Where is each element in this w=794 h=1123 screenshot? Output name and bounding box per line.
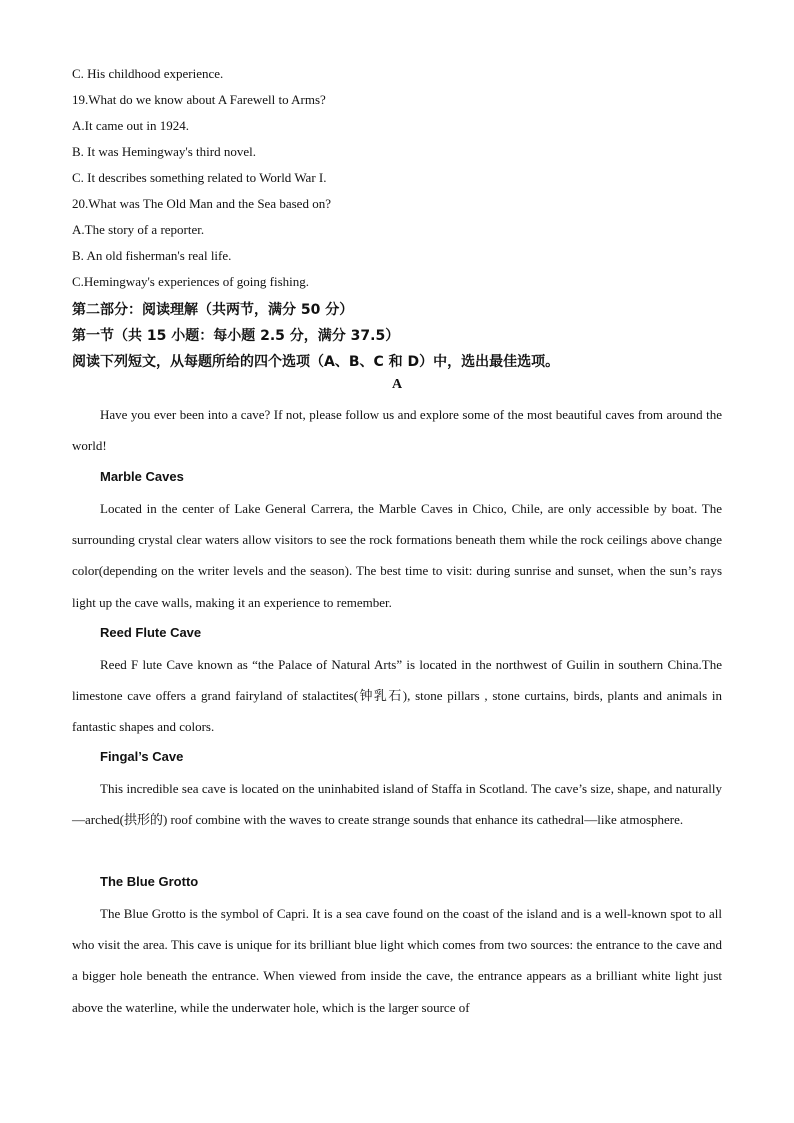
cave-text-marble: Located in the center of Lake General Carrera, the Marble Caves in Chico, Chile, are only accessible by boat. The surrounding crystal clear waters allow visitors to see the rock formations beneath them while the rock ceilings above change color(depending on the writer levels and the season). The best time to visit: during sunrise and sunset, when the sun’s rays light up the cave walls, making it an experience to remember.: [72, 501, 722, 610]
q19-option-b: B. It was Hemingway's third novel.: [72, 144, 256, 159]
reading-instruction: 阅读下列短文，从每题所给的四个选项（A、B、C 和 D）中，选出最佳选项。: [72, 354, 560, 370]
cave-text-blue-grotto: The Blue Grotto is the symbol of Capri. It is a sea cave found on the coast of the island and is a well-known spot to all who visit the area. This cave is unique for its brilliant blue light which comes from two sources: the entrance to the cave and a bigger hole beneath the entrance. When viewed from inside the cave, the entrance appears as a brilliant white light just above the waterline, while the underwater hole, which is the larger source of: [72, 906, 722, 1015]
q19-option-a: A.It came out in 1924.: [72, 118, 189, 133]
q20-option-a: A.The story of a reporter.: [72, 222, 205, 237]
part2-title: 第二部分：阅读理解（共两节，满分 50 分）: [72, 302, 354, 318]
cave-heading-reed-flute: Reed Flute Cave: [100, 625, 202, 640]
cave-heading-fingal: Fingal’s Cave: [100, 749, 184, 764]
section1-title: 第一节（共 15 小题：每小题 2.5 分，满分 37.5）: [72, 328, 400, 344]
cave-text-fingal: This incredible sea cave is located on the uninhabited island of Staffa in Scotland. The cave’s size, shape, and naturally—arched(拱形的) roof combine with the waves to create strange sounds that enhance its cathedral—like atmosphere.: [72, 781, 722, 828]
cave-text-reed-flute: Reed F lute Cave known as “the Palace of Natural Arts” is located in the northwest of Guilin in southern China.The limestone cave offers a grand fairyland of stalactites(钟乳石), stone pillars , stone curtains, birds, plants and animals in fantastic shapes and colors.: [72, 657, 722, 735]
cave-heading-marble: Marble Caves: [100, 469, 184, 484]
cave-heading-blue-grotto: The Blue Grotto: [100, 874, 199, 889]
q18-option-c: C. His childhood experience.: [72, 66, 224, 81]
q20-question: 20.What was The Old Man and the Sea based on?: [72, 196, 331, 211]
q19-option-c: C. It describes something related to World War I.: [72, 170, 327, 185]
q20-option-c: C.Hemingway's experiences of going fishing.: [72, 274, 310, 289]
passage-label: A: [391, 377, 403, 392]
q19-question: 19.What do we know about A Farewell to Arms?: [72, 92, 326, 107]
passage-intro: Have you ever been into a cave? If not, please follow us and explore some of the most beautiful caves from around the world!: [72, 407, 722, 454]
q20-option-b: B. An old fisherman's real life.: [72, 248, 232, 263]
